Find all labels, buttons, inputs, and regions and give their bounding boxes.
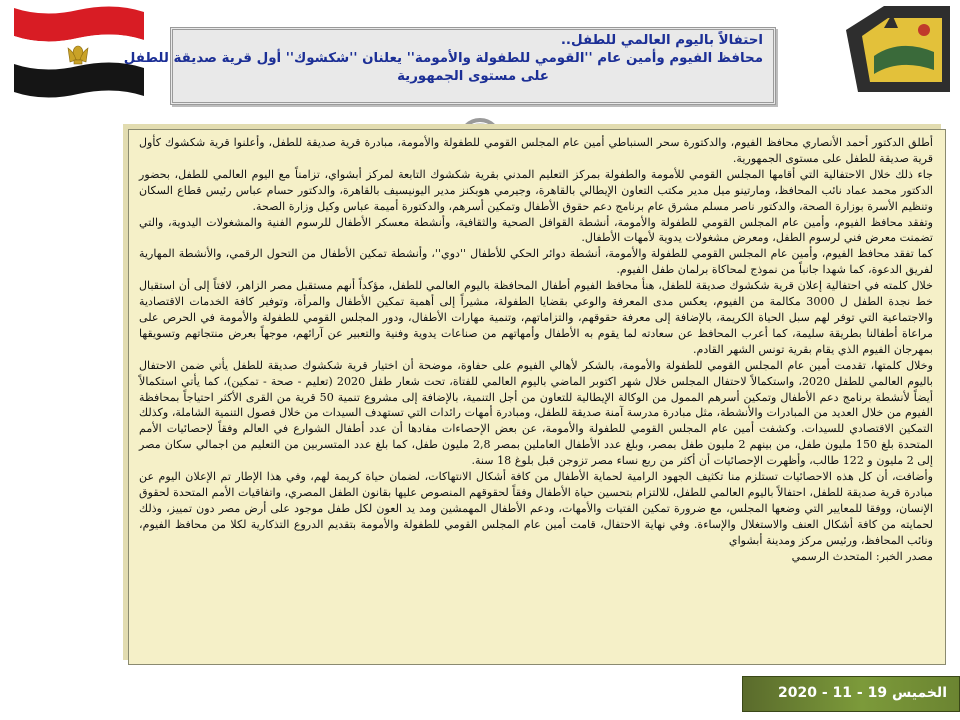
- headline-line-2: محافظ الفيوم وأمين عام ''القومي للطفولة والأمومة'' يعلنان ''شكشوك'' أول قرية صديقة للطفل: [123, 51, 763, 66]
- article-paragraph: أطلق الدكتور أحمد الأنصاري محافظ الفيوم، والدكتورة سحر السنباطي أمين عام المجلس القومي للطفولة والأمومة، مبادرة قرية صديقة للطفل، وأعلنوا قرية شكشوك كأول قرية صديقة للطفل على مستوى الجمهورية.: [139, 136, 933, 165]
- fayoum-logo: [838, 0, 960, 100]
- article-paragraph: وأضافت، أن كل هذه الاحصائيات تستلزم منا تكثيف الجهود الرامية لحماية الأطفال من كافة أشكال الانتهاكات، لضمان حياة كريمة لهم، وفي هذا الإطار تم الإعلان اليوم عن مبادرة قرية صديقة للطفل، احتفالاً باليوم العالمي للطفل، للالتزام بتحسين حياة الأطفال وفقاً لحقوقهم المنصوص عليها بقانون الطفل المصري، واتفاقيات الأمم المتحدة لحقوق الإنسان، ووفقا للمعايير التي وضعها المجلس، مع ضرورة تمكين الفتيات والأمهات، ودعم الأطفال المهمشين ومد يد العون لكل طفل موجود على أرض مصر دون تمييز، وذلك لحمايته من كافة أشكال العنف والاستغلال والإساءة. وفي نهاية الاحتفال، قامت أمين عام المجلس القومي للطفولة والأمومة بتقديم الدروع التذكارية لكلا من محافظ الفيوم، ونائب المحافظ، ورئيس مركز ومدينة أبشواي: [139, 470, 933, 547]
- article-paragraph: كما تفقد محافظ الفيوم، وأمين عام المجلس القومي للطفولة والأمومة، أنشطة دوائر الحكي للأطفال ''دوي''، وأنشطة تمكين الأطفال من التحول الرقمي، والأنشطة المهارية لفريق الدعوة، كما شهدا جانباً من نموذج لمحاكاة برلمان طفل الفيوم.: [139, 247, 933, 277]
- date-label: الخميس 19 - 11 - 2020: [778, 685, 947, 701]
- article-paragraph: خلال كلمته في احتفالية إعلان قرية شكشوك صديقة للطفل، هنأ محافظ الفيوم أطفال المحافظة باليوم العالمي للطفل، مؤكداً أنهم مستقبل مصر الزاهر، لافتاً إلى أن استقبال خط نجدة الطفل ل 3000 مكالمة من الفيوم، يعكس مدى المعرفة والوعي بقضايا الطفولة، مشيراً إلى أهمية تمكين الأطفال والمرأة، وتوفير كافة الخدمات الاقتصادية والاجتماعية التي توفر لهم سبل الحياة الكريمة، بالإضافة إلى معرفة حقوقهم، والتزاماتهم، وتنمية مهارات الأطفال، ودور المجلس القومي للطفولة والأمومة في الحرص على مراعاة أطفالنا بطريقة سليمة، كما أعرب المحافظ عن سعادته لما يقوم به الأطفال وأمهاتهم من صناعات يدوية وفنية والتعبير عن آرائهم، موجهاً بعرض منتجاتهم وتسويقها بمهرجان الفيوم الذي يقام بقرية تونس الشهر القادم.: [139, 279, 933, 356]
- article-paragraph: جاء ذلك خلال الاحتفالية التي أقامها المجلس القومي للأمومة والطفولة بمركز التعليم المدني بقرية شكشوك التابعة لمركز أبشواي، تزامناً مع اليوم العالمي للطفل، بحضور الدكتور محمد عماد نائب المحافظ، ومارتينو ميل مدير مكتب التعاون الإيطالي بالقاهرة، وجيرمي هوبكنز مدير اليونيسيف بالقاهرة، والدكتور حسام عباس رئيس قطاع السكان وتنظيم الأسرة بوزارة الصحة، والدكتور ناصر مسلم مشرق عام برنامج دعم حقوق الأطفال وتمكين أسرهم، والدكتورة أميمة عباس وكيل وزارة الصحة.: [139, 167, 933, 213]
- article-source: مصدر الخبر: المتحدث الرسمي: [791, 549, 933, 563]
- headline-line-1: احتفالاً باليوم العالمي للطفل..: [560, 33, 763, 48]
- article-paragraph: وخلال كلمتها، تقدمت أمين عام المجلس القومي للطفولة والأمومة، بالشكر لأهالي الفيوم على حفاوة، موضحة أن اختيار قرية شكشوك صديقة للطفل يأتي ضمن الاحتفال باليوم العالمي للطفل 2020، واستكمالاً لاحتفال المجلس خلال شهر اكتوبر الماضي باليوم العالمي للفتاة، تحت شعار طفل 2020 (تعليم - صحة - تمكين)، كما يأتي استكمالاً أيضاً لأنشطة برنامج دعم الأطفال وتمكين أسرهم الممول من الوكالة الإيطالية للتعاون من أجل التنمية، بالإضافة إلى مشروع تنمية 50 قرية من القرى الأكثر احتياجاً بمحافظة الفيوم من خلال العديد من المبادرات والأنشطة، مثل مبادرة مدرسة آمنة صديقة للطفل، ومبادرة أمهات رائدات التي تستهدف السيدات من خلال فصول التنمية الشاملة، وكذلك التمكين الاقتصادي للسيدات. وكشفت أمين عام المجلس القومي للطفولة والأمومة، عن بعض الإحصاءات مفادها أن عدد أطفال الشوارع في العالم وفقاً لإحصائيات الأمم المتحدة بلغ 150 مليون طفل، من بينهم 2 مليون طفل بمصر، وبلغ عدد الأطفال العاملين بمصر 2,8 مليون طفل، كما بلغ عدد المتسربين من التعليم من اجمالي سكان مصر إلى 2 مليون و 122 طالب، وأظهرت الإحصائيات أن أكثر من ربع نساء مصر تزوجن قبل بلوغ 18 سنة.: [139, 358, 934, 468]
- article-paragraph: وتفقد محافظ الفيوم، وأمين عام المجلس القومي للطفولة والأمومة، أنشطة القوافل الصحية والثقافية، وأنشطة معسكر الأطفال للرسوم الفنية والمشغولات اليدوية، والتي تضمنت معرض فني لرسوم الطفل، ومعرض مشغولات يدوية لأمهات الأطفال.: [139, 215, 933, 245]
- date-bar: [742, 676, 960, 712]
- headline-line-3: على مستوى الجمهورية: [397, 69, 549, 84]
- headline-box: [123, 27, 776, 105]
- article-panel: [128, 129, 946, 665]
